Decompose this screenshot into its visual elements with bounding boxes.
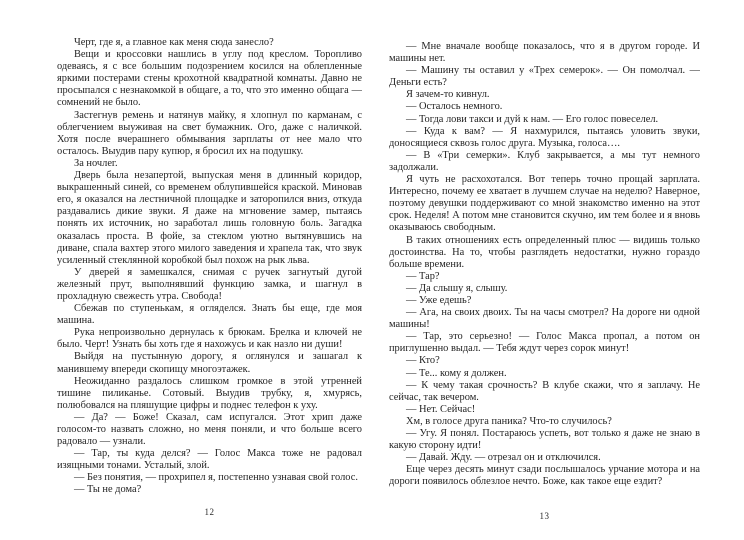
paragraph: — Осталось немного. (406, 101, 503, 113)
paragraph: — В «Три семерки». Клуб закрывается, а мы тут немного задолжали. (389, 149, 700, 173)
paragraph: — Машину ты оставил у «Трех семерок». — Он помолчал. — Деньги есть? (389, 65, 700, 89)
paragraph: Неожиданно раздалось слишком громкое в этой утренней тишине пиликанье. Сотовый. Выудив трубку, я, хмурясь, полюбовался на пляшущие цифры и поднес телефон к уху. (57, 375, 362, 411)
paragraph: Дверь была незапертой, выпуская меня в длинный коридор, выкрашенный синей, со временем облупившейся краской. Миновав его, я оказался на лестничной площадке и заторопился вниз, откуда раздавались дикие звуки. Я даже на мгновение замер, пытаясь понять их источник, но заработал лишь головную боль. Загадка оказалась проста. В фойе, за стеклом уютно вытянувшись на диване, спала вахтер этого милого заведения и храпела так, что звук усиленный стеклянной коробкой был похож на рык льва. (57, 170, 362, 266)
page-right-text (389, 41, 700, 488)
paragraph: У дверей я замешкался, снимая с ручек загнутый дугой железный прут, выполнявший функцию замка, и шагнул в прохладную свежесть утра. Свобода! (57, 266, 362, 302)
paragraph: Рука непроизвольно дернулась к брюкам. Брелка и ключей не было. Черт! Узнать бы хоть где я нахожусь и как назло ни души! (57, 327, 362, 351)
paragraph: — Да? — Боже! Сказал, сам испугался. Этот хрип даже голосом-то назвать сложно, но меня поняли, и что больше всего радовало — узнали. (57, 411, 362, 448)
paragraph: Я чуть не расхохотался. Вот теперь точно прощай зарплата. Интересно, почему ее хватает в лучшем случае на неделю? Наверное, поэтому девушки поддерживают со мной знакомство именно на этот срок. Неделя! А потом мне становится скучно, им тем более и я вновь оказываюсь свободным. (389, 174, 700, 234)
paragraph: — Уже едешь? (406, 294, 472, 306)
paragraph: Я зачем-то кивнул. (406, 89, 490, 101)
paragraph: — Ага, на своих двоих. Ты на часы смотрел? На дороге ни одной машины! (389, 307, 700, 331)
paragraph: Хм, в голосе друга паника? Что-то случилось? (406, 415, 612, 427)
paragraph: — Кто? (406, 355, 440, 367)
paragraph: — Тогда лови такси и дуй к нам. — Его голос повеселел. (406, 113, 659, 125)
page-left (57, 0, 362, 540)
paragraph: — К чему такая срочность? В клубе скажи, что я заплачу. Не сейчас, так вечером. (389, 379, 700, 403)
paragraph: Выйдя на пустынную дорогу, я оглянулся и зашагал к манившему впереди скопищу многоэтажек. (57, 351, 362, 375)
paragraph: — Тар, это серьезно! — Голос Макса пропал, а потом он приглушенно выдал. — Тебя ждут через сорок минут! (389, 331, 700, 355)
paragraph: — Давай. Жду. — отрезал он и отключился. (406, 452, 601, 464)
paragraph: — Тар, ты куда делся? — Голос Макса тоже не радовал изящными тонами. Усталый, злой. (57, 448, 362, 472)
page-left-number: 12 (204, 507, 215, 517)
paragraph: Черт, где я, а главное как меня сюда занесло? (74, 37, 274, 48)
paragraph: — Куда к вам? — Я нахмурился, пытаясь уловить звуки, доносящиеся сквозь голос друга. Музыка, голоса…. (389, 125, 700, 149)
paragraph: — Те... кому я должен. (406, 367, 507, 379)
paragraph: — Ты не дома? (74, 484, 142, 496)
paragraph: Еще через десять минут сзади послышалось урчание мотора и на дороги появилось облезлое нечто. Боже, как такое еще ездит? (389, 464, 700, 488)
paragraph: В таких отношениях есть определенный плюс — видишь только достоинства. На то, чтобы разглядеть недостатки, нужно гораздо больше времени. (389, 234, 700, 270)
paragraph: — Да слышу я, слышу. (406, 282, 508, 294)
paragraph: Застегнув ремень и натянув майку, я хлопнул по карманам, с облегчением выуживая на свет бумажник. Ого, даже с наличкой. Хотя после вчерашнего обмывания зарплаты от нее мало что осталось. Выудив пару купюр, я бросил их на подушку. (57, 109, 362, 157)
paragraph: — Мне вначале вообще показалось, что я в другом городе. И машины нет. (389, 41, 700, 65)
paragraph: — Тар? (406, 270, 440, 282)
page-right-number: 13 (539, 511, 550, 521)
page-left-text (57, 37, 362, 497)
paragraph: Сбежав по ступенькам, я огляделся. Знать бы еще, где моя машина. (57, 303, 362, 327)
paragraph: — Угу. Я понял. Постараюсь успеть, вот только я даже не знаю в какую сторону идти! (389, 428, 700, 452)
paragraph: За ночлег. (74, 157, 118, 169)
paragraph: — Без понятия, — прохрипел я, постепенно узнавая свой голос. (74, 472, 358, 484)
paragraph: Вещи и кроссовки нашлись в углу под креслом. Торопливо одеваясь, я с все большим подозрением косился на облепленные яркими постерами стены крохотной квадратной комнаты. Давно не просыпался с незнакомкой в общаге, а то, что это именно общага — сомнений не было. (57, 49, 362, 109)
paragraph: — Нет. Сейчас! (406, 403, 476, 415)
page-right (389, 0, 700, 540)
